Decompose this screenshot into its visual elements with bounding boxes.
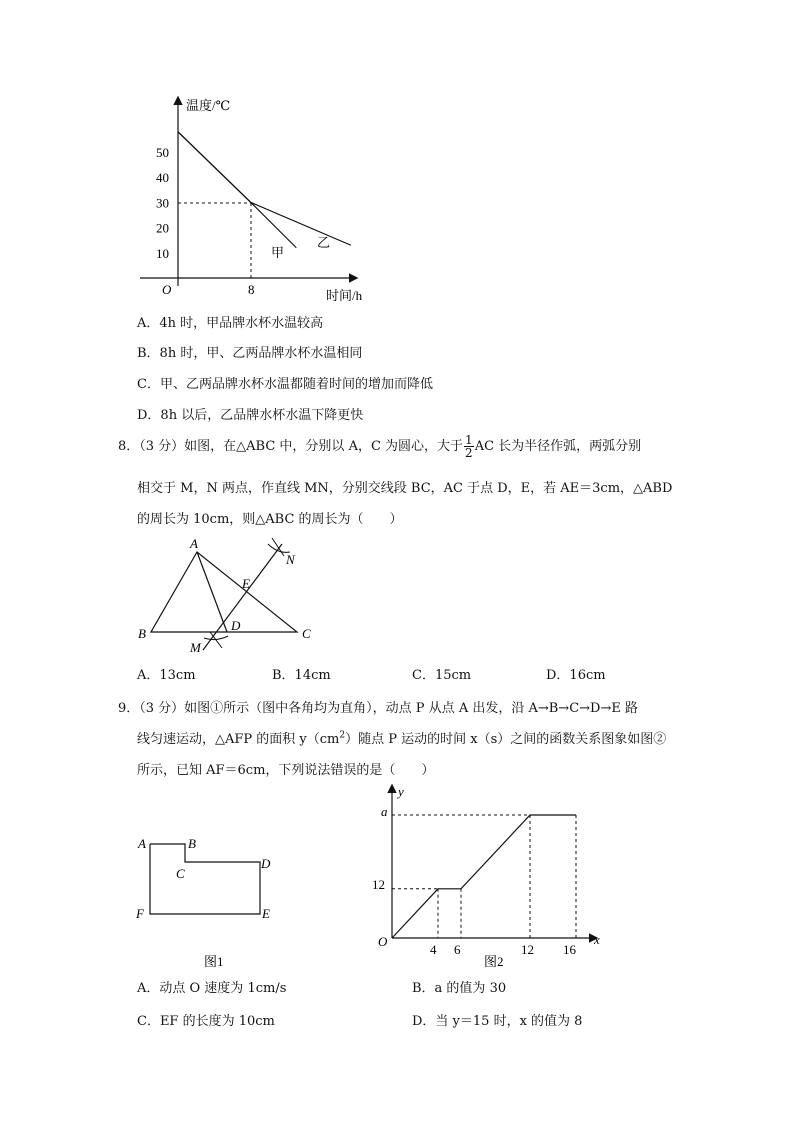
q9-stem-line2-a: 线匀速运动，△AFP 的面积 y（cm: [137, 732, 340, 747]
fig1-label-e: E: [262, 906, 270, 921]
fig2-function-line: [392, 815, 576, 938]
q7-option-d[interactable]: D．8h 以后，乙品牌水杯水温下降更快: [137, 408, 364, 423]
series-yi-label: 乙: [317, 235, 331, 250]
label-m: M: [190, 640, 201, 655]
origin-label: O: [162, 282, 172, 297]
series-jia-label: 甲: [271, 245, 285, 260]
q9-option-c[interactable]: C．EF 的长度为 10cm: [137, 1014, 275, 1029]
fig1-label-a: A: [138, 836, 146, 851]
fig2-guides: [392, 815, 576, 938]
triangle-abc: [151, 552, 297, 632]
label-c: C: [302, 626, 311, 641]
series-yi-line: [178, 132, 351, 245]
q7-option-a[interactable]: A．4h 时，甲品牌水杯水温较高: [137, 316, 324, 331]
fig1-label-c: C: [176, 866, 185, 881]
q8-stem-line1-a: 8．（3 分）如图，在△ABC 中，分别以 A，C 为圆心，大于: [118, 439, 464, 454]
q8-stem-line1-b: AC 长为半径作弧，两弧分别: [474, 439, 642, 454]
q9-option-d[interactable]: D．当 y＝15 时，x 的值为 8: [412, 1014, 583, 1029]
x-tick-8: 8: [248, 282, 255, 297]
frac-denominator: 2: [465, 446, 473, 460]
q9-stem-line2: [137, 728, 666, 747]
fig2-y-tick-a: a: [381, 804, 388, 819]
q9-stem-line1: 9．（3 分）如图①所示（图中各角均为直角），动点 P 从点 A 出发，沿 A→B→C→D→E 路: [118, 701, 638, 716]
fig2-caption: 图2: [484, 954, 504, 969]
fig2-origin: O: [378, 934, 388, 949]
q9-option-b[interactable]: B．a 的值为 30: [412, 981, 507, 996]
q8-option-d[interactable]: D．16cm: [546, 668, 606, 683]
fig1-outline: [150, 844, 260, 914]
frac-numerator: 1: [465, 433, 473, 447]
x-axis-label: 时间/h: [326, 288, 363, 303]
fig1-caption: 图1: [204, 954, 224, 969]
q8-option-a[interactable]: A．13cm: [137, 668, 196, 683]
fig2-x-tick-12: 12: [521, 942, 534, 957]
q8-stem-line2: 相交于 M，N 两点，作直线 MN，分别交线段 BC，AC 于点 D，E，若 AE＝3cm，△ABD: [137, 481, 673, 496]
q7-option-b[interactable]: B．8h 时，甲、乙两品牌水杯水温相同: [137, 346, 363, 361]
y-tick-10: 10: [156, 245, 169, 261]
q8-stem-line1: [118, 434, 641, 459]
fig2-x-tick-4: 4: [430, 942, 437, 957]
line-mn: [203, 544, 282, 650]
fig1-label-b: B: [188, 836, 196, 851]
q7-option-c[interactable]: C．甲、乙两品牌水杯水温都随着时间的增加而降低: [137, 377, 433, 392]
fig2-y-tick-12: 12: [372, 877, 385, 892]
q8-option-c[interactable]: C．15cm: [412, 668, 472, 683]
label-e: E: [242, 576, 250, 591]
label-n: N: [286, 552, 295, 567]
temperature-chart: [130, 92, 380, 307]
y-tick-20: 20: [156, 220, 169, 236]
q9-figure-1: [130, 830, 280, 970]
fig2-x-tick-16: 16: [563, 942, 576, 957]
q8-fraction: [464, 434, 474, 459]
q9-option-a[interactable]: A．动点 O 速度为 1cm/s: [137, 981, 287, 996]
q9-stem-line3: 所示，已知 AF＝6cm，下列说法错误的是（ ）: [137, 763, 435, 778]
arc-m: [204, 636, 228, 640]
fig2-x-axis-label: x: [594, 932, 600, 947]
y-tick-30: 30: [156, 195, 169, 211]
y-tick-50: 50: [156, 145, 169, 160]
q9-superscript: 2: [339, 730, 346, 741]
fig2-x-tick-6: 6: [454, 942, 461, 957]
y-tick-labels: [156, 145, 169, 261]
y-tick-40: 40: [156, 170, 169, 186]
label-a: A: [190, 536, 198, 551]
fig2-y-axis-label: y: [398, 784, 404, 799]
q8-option-b[interactable]: B．14cm: [272, 668, 331, 683]
fig1-label-f: F: [136, 906, 144, 921]
arc-n-cross: [272, 538, 284, 556]
y-axis-label: 温度/℃: [186, 98, 231, 113]
q9-figure-2: [366, 780, 616, 972]
q8-stem-line3: 的周长为 10cm，则△ABC 的周长为（ ）: [137, 512, 403, 527]
label-d: D: [231, 618, 241, 633]
label-b: B: [138, 626, 146, 641]
fig1-label-d: D: [261, 856, 271, 871]
q8-triangle-figure: [130, 532, 330, 660]
q9-stem-line2-b: ）随点 P 运动的时间 x（s）之间的函数关系图象如图②: [345, 732, 667, 747]
